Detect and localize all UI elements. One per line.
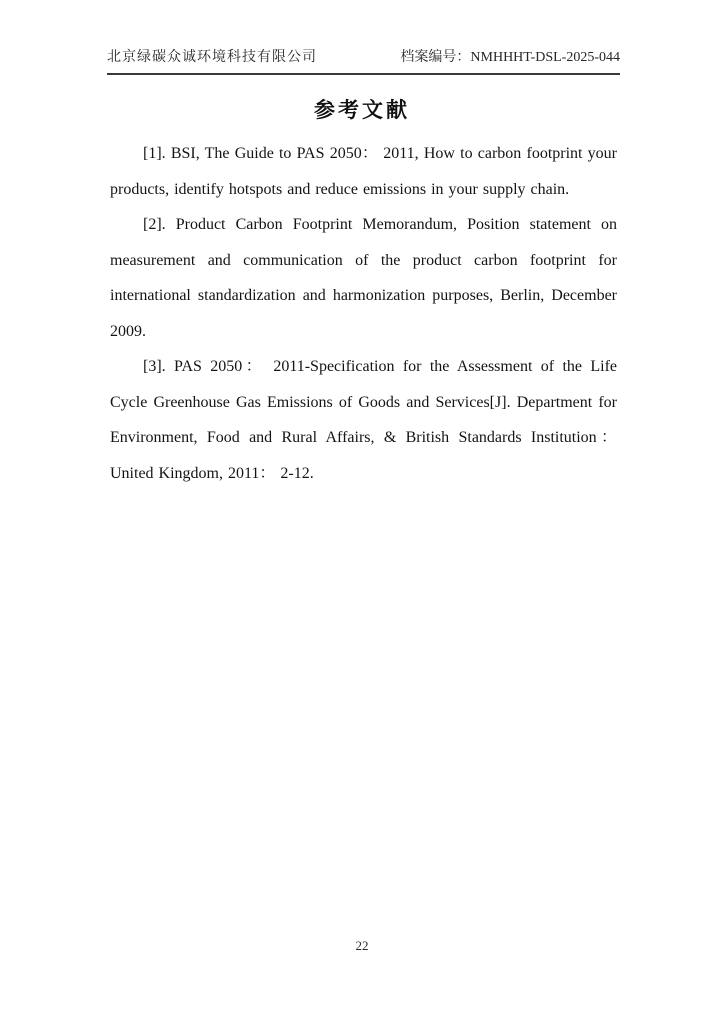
references-section xyxy=(110,136,617,491)
archive-number: NMHHHT-DSL-2025-044 xyxy=(470,50,620,65)
reference-item-3: [3]. PAS 2050： 2011-Specification for the Assessment of the Life Cycle Greenhouse Gas Emissions of Goods and Services[J]. Department for Environment, Food and Rural Affairs, & British Standards Institution： United Kingdom, 2011： 2-12. xyxy=(110,358,617,482)
archive-label: 档案编号： xyxy=(400,50,471,65)
reference-item-1: [1]. BSI, The Guide to PAS 2050： 2011, How to carbon footprint your products, identify hotspots and reduce emissions in your supply chain. xyxy=(110,145,617,198)
reference-item-2: [2]. Product Carbon Footprint Memorandum, Position statement on measurement and communication of the product carbon footprint for international standardization and harmonization purposes, Berlin, December 2009. xyxy=(110,216,617,340)
page-title: 参考文献 xyxy=(314,98,410,122)
page-number: 22 xyxy=(355,938,369,953)
page-header xyxy=(107,46,620,75)
page-footer xyxy=(0,938,724,954)
company-name: 北京绿碳众诚环境科技有限公司 xyxy=(107,50,317,65)
archive-number-group xyxy=(400,46,620,66)
